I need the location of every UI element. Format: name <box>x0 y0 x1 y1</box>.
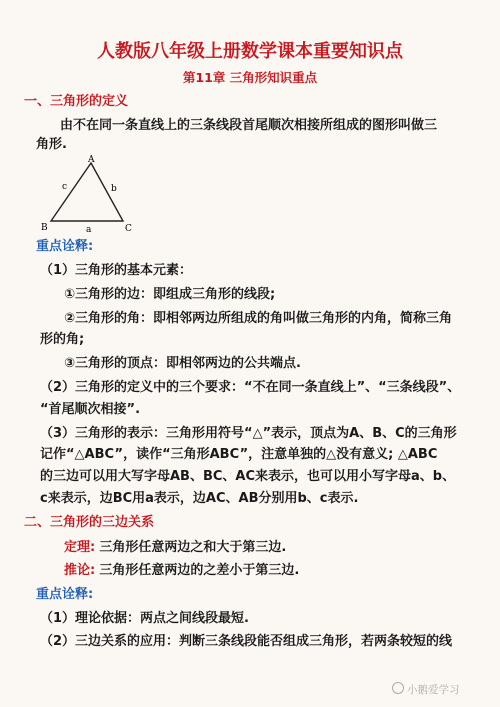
side-c-label: c <box>62 182 68 192</box>
key-heading-2: 重点诠释: <box>36 587 94 602</box>
vertex-c-label: C <box>125 224 132 234</box>
corollary-row <box>64 562 299 580</box>
side-b-label: b <box>111 184 117 194</box>
page-title: 人教版八年级上册数学课本重要知识点 <box>97 41 403 62</box>
section1-heading: 一、三角形的定义 <box>24 94 129 109</box>
list-item: （3）三角形的表示：三角形用符号“△”表示，顶点为A、B、C的三角形 <box>40 426 457 441</box>
corollary-label: 推论: <box>64 563 96 578</box>
list-item: （1）理论依据：两点之间线段最短. <box>40 611 249 626</box>
list-item: c来表示，边BC用a表示，边AC、AB分别用b、c表示. <box>40 491 359 506</box>
list-item: （2）三角形的定义中的三个要求：“不在同一条直线上”、“三条线段”、 <box>40 380 461 395</box>
vertex-b-label: B <box>41 223 48 233</box>
triangle-figure <box>36 155 136 235</box>
list-item: （2）三边关系的应用：判断三条线段能否组成三角形，若两条较短的线 <box>40 634 453 649</box>
list-item: （1）三角形的基本元素： <box>40 263 193 278</box>
definition-line-2: 角形. <box>36 137 67 152</box>
section2-heading: 二、三角形的三边关系 <box>24 515 155 530</box>
definition-line-1: 由不在同一条直线上的三条线段首尾顺次相接所组成的图形叫做三 <box>60 118 438 133</box>
watermark-text: 小鹅爱学习 <box>407 684 460 696</box>
theorem-text: 三角形任意两边之和大于第三边. <box>99 540 287 555</box>
list-item: “首尾顺次相接”. <box>40 402 141 417</box>
theorem-label: 定理: <box>64 540 96 555</box>
theorem-row <box>64 539 286 557</box>
watermark <box>392 682 460 697</box>
list-item: 记作“△ABC”，读作“三角形ABC”，注意单独的△没有意义; △ABC <box>40 447 438 462</box>
chapter-title: 第11章 三角形知识重点 <box>182 70 318 85</box>
watermark-logo-icon <box>392 682 404 694</box>
side-a-label: a <box>86 225 92 235</box>
corollary-text: 三角形任意两边的之差小于第三边. <box>99 563 300 578</box>
list-item: ③三角形的顶点：即相邻两边的公共端点. <box>64 356 301 371</box>
vertex-a-label: A <box>88 155 95 165</box>
list-item: 形的角; <box>40 332 85 347</box>
list-item: ②三角形的角：即相邻两边所组成的角叫做三角形的内角，简称三角 <box>64 311 453 326</box>
list-item: ①三角形的边：即组成三角形的线段; <box>64 287 276 302</box>
list-item: 的三边可以用大写字母AB、BC、AC来表示，也可以用小写字母a、b、 <box>40 469 456 484</box>
key-heading-1: 重点诠释: <box>36 239 94 254</box>
